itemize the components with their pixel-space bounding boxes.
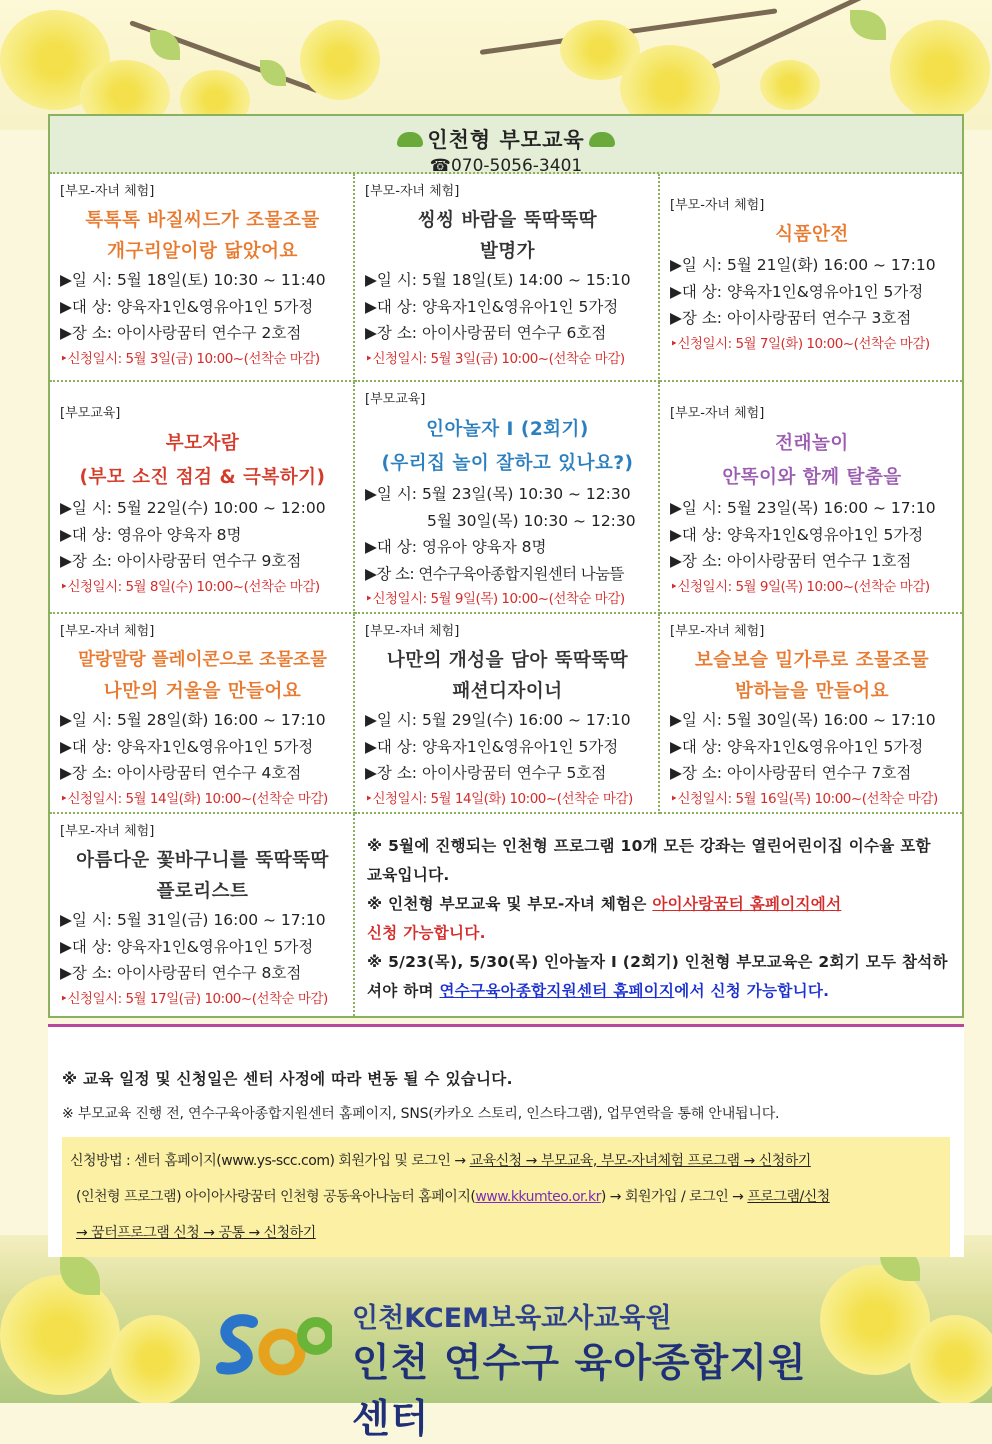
program-date: ▶일 시: 5월 22일(수) 10:00 ~ 12:00 (60, 499, 326, 517)
cloud-icon (397, 132, 423, 147)
guidance-notice: ※ 부모교육 진행 전, 연수구육아종합지원센터 홈페이지, SNS(카카오 스토리, 인스타그램), 업무연락을 통해 안내됩니다. (62, 1106, 780, 1122)
how-to-apply-line1 (70, 1143, 942, 1179)
program-target: ▶대 상: 양육자1인&영유아1인 5가정 (60, 737, 314, 756)
program-place: ▶장 소: 아이사랑꿈터 연수구 9호점 (60, 552, 302, 570)
program-title: (부모 소진 점검 & 극복하기) (79, 467, 326, 488)
logo-text-line2: 인천 연수구 육아종합지원센터 (352, 1341, 807, 1442)
program-card (50, 814, 355, 1016)
kkumteo-homepage-link[interactable]: 아이사랑꿈터 홈페이지에서 (652, 895, 842, 913)
program-title: 씽씽 바람을 뚝딱뚝딱 (417, 210, 598, 231)
program-target: ▶대 상: 영유아 양육자 8명 (60, 525, 242, 544)
program-apply-date: ‣신청일시: 5월 9일(목) 10:00~(선착순 마감) (670, 578, 930, 595)
program-category: [부모-자녀 체험] (60, 184, 155, 199)
program-title: 아름다운 꽃바구니를 뚝딱뚝딱 (76, 850, 329, 871)
program-title: (우리집 놀이 잘하고 있나요?) (381, 453, 634, 474)
program-title: 밤하늘을 만들어요 (735, 681, 889, 702)
cloud-icon (589, 132, 615, 147)
program-target: ▶대 상: 양육자1인&영유아1인 5가정 (60, 937, 314, 956)
program-place: ▶장 소: 아이사랑꿈터 연수구 1호점 (670, 552, 912, 570)
howto-path: 교육신청 → 부모교육, 부모-자녀체험 프로그램 → 신청하기 (469, 1153, 811, 1169)
program-apply-date: ‣신청일시: 5월 16일(목) 10:00~(선착순 마감) (670, 790, 938, 807)
program-date: ▶일 시: 5월 28일(화) 16:00 ~ 17:10 (60, 711, 326, 729)
program-target: ▶대 상: 양육자1인&영유아1인 5가정 (365, 297, 619, 316)
program-card (355, 614, 660, 814)
program-date-2 (365, 508, 650, 535)
program-place: ▶장 소: 아이사랑꿈터 연수구 5호점 (365, 764, 607, 782)
program-category: [부모-자녀 체험] (670, 624, 765, 639)
howto-path: 프로그램/신청 (747, 1189, 830, 1205)
program-title: 플로리스트 (156, 881, 249, 902)
program-category: [부모교육] (365, 392, 426, 407)
flower-background-top (0, 0, 992, 130)
program-title: 나만의 거울을 만들어요 (103, 681, 302, 702)
program-card (50, 382, 355, 614)
program-apply-date: ‣신청일시: 5월 3일(금) 10:00~(선착순 마감) (365, 350, 625, 367)
note-text: ※ 5/23(목), 5/30(목) 인아놀자 I (2회기) 인천형 부모교육은 2회기 모두 참석하셔야 하며 (367, 953, 948, 1000)
center-logo (212, 1294, 812, 1442)
program-card (50, 614, 355, 814)
howto-text: 신청방법 : 센터 홈페이지(www.ys-scc.com) 회원가입 및 로그인 → (70, 1153, 470, 1169)
program-apply-date: ‣신청일시: 5월 17일(금) 10:00~(선착순 마감) (60, 990, 328, 1007)
program-target: ▶대 상: 영유아 양육자 8명 (365, 538, 547, 556)
program-card (660, 174, 962, 382)
program-title: 나만의 개성을 담아 뚝딱뚝딱 (386, 650, 629, 671)
program-date: ▶일 시: 5월 23일(목) 10:30 ~ 12:30 (365, 485, 631, 503)
program-date: ▶일 시: 5월 21일(화) 16:00 ~ 17:10 (670, 256, 936, 274)
program-notes (355, 814, 962, 1016)
program-apply-date: ‣신청일시: 5월 9일(목) 10:00~(선착순 마감) (365, 591, 625, 607)
program-place: ▶장 소: 아이사랑꿈터 연수구 3호점 (670, 309, 912, 327)
note-text: ※ 인천형 부모교육 및 부모-자녀 체험은 (367, 895, 653, 913)
program-date: ▶일 시: 5월 29일(수) 16:00 ~ 17:10 (365, 711, 631, 729)
schedule-title-row (50, 116, 962, 154)
program-target: ▶대 상: 양육자1인&영유아1인 5가정 (670, 737, 924, 756)
program-title: 톡톡톡 바질씨드가 조물조물 (85, 210, 320, 231)
program-title: 말랑말랑 플레이콘으로 조물조물 (78, 650, 327, 670)
schedule-header (50, 116, 962, 174)
program-category: [부모교육] (60, 406, 121, 421)
program-title: 부모자람 (165, 433, 240, 454)
program-title: 개구리알이랑 닮았어요 (107, 241, 298, 262)
program-target: ▶대 상: 양육자1인&영유아1인 5가정 (670, 525, 924, 544)
howto-text: (인천형 프로그램) 아이아사랑꿈터 인천형 공동육아나눔터 홈페이지( (76, 1189, 476, 1205)
program-target: ▶대 상: 양육자1인&영유아1인 5가정 (670, 282, 924, 301)
program-title: 패션디자이너 (452, 681, 563, 702)
program-title: 전래놀이 (775, 433, 849, 454)
program-title: 안똑이와 함께 탈춤을 (722, 467, 902, 488)
program-apply-date: ‣신청일시: 5월 8일(수) 10:00~(선착순 마감) (60, 578, 320, 595)
program-title: 보슬보슬 밀가루로 조물조물 (694, 650, 930, 671)
schedule-change-notice: ※ 교육 일정 및 신청일은 센터 사정에 따라 변동 될 수 있습니다. (62, 1070, 513, 1088)
program-target: ▶대 상: 양육자1인&영유아1인 5가정 (365, 737, 619, 756)
program-card (660, 614, 962, 814)
program-card (660, 382, 962, 614)
program-place: ▶장 소: 아이사랑꿈터 연수구 8호점 (60, 964, 302, 982)
program-schedule-box (48, 114, 964, 1018)
program-apply-date: ‣신청일시: 5월 14일(화) 10:00~(선착순 마감) (60, 790, 328, 807)
program-place: ▶장 소: 아이사랑꿈터 연수구 6호점 (365, 324, 607, 342)
how-to-apply-line3 (70, 1215, 942, 1251)
program-target: ▶대 상: 양육자1인&영유아1인 5가정 (60, 297, 314, 316)
how-to-apply (62, 1137, 950, 1257)
program-date: ▶일 시: 5월 18일(토) 10:30 ~ 11:40 (60, 271, 326, 289)
contact-phone: ☎070-5056-3401 (429, 156, 583, 176)
program-date: ▶일 시: 5월 18일(토) 14:00 ~ 15:10 (365, 271, 631, 289)
program-apply-date: ‣신청일시: 5월 14일(화) 10:00~(선착순 마감) (365, 790, 633, 807)
program-category: [부모-자녀 체험] (670, 406, 765, 421)
program-place: ▶장 소: 아이사랑꿈터 연수구 4호점 (60, 764, 302, 782)
program-date: ▶일 시: 5월 30일(목) 16:00 ~ 17:10 (670, 711, 936, 729)
program-title: 인아놀자 I (2회기) (426, 419, 589, 440)
program-category: [부모-자녀 체험] (670, 198, 765, 213)
program-date-second: 5월 30일(목) 10:30 ~ 12:30 (427, 511, 636, 530)
program-category: [부모-자녀 체험] (365, 624, 460, 639)
how-to-apply-line2 (70, 1179, 942, 1215)
program-category: [부모-자녀 체험] (60, 624, 155, 639)
program-place: ▶장 소: 아이사랑꿈터 연수구 7호점 (670, 764, 912, 782)
program-title: 발명가 (479, 241, 536, 262)
program-grid (50, 174, 962, 1016)
program-card (50, 174, 355, 382)
program-card (355, 382, 660, 614)
kkumteo-url-link[interactable]: www.kkumteo.or.kr (475, 1189, 601, 1205)
program-apply-date: ‣신청일시: 5월 3일(금) 10:00~(선착순 마감) (60, 350, 320, 367)
notice-box (48, 1027, 964, 1257)
schedule-title: 인천형 부모교육 (427, 128, 585, 152)
note-text-blue: 에서 신청 가능합니다. (674, 982, 830, 1000)
program-apply-date: ‣신청일시: 5월 7일(화) 10:00~(선착순 마감) (670, 335, 930, 352)
program-category: [부모-자녀 체험] (60, 824, 155, 839)
center-homepage-link[interactable]: 연수구육아종합지원센터 홈페이지 (439, 982, 675, 1000)
note-apply-site (367, 890, 950, 948)
center-logo-mark (212, 1308, 332, 1378)
howto-text: ) → 회원가입 / 로그인 → (600, 1189, 748, 1205)
program-card (355, 174, 660, 382)
program-category: [부모-자녀 체험] (365, 184, 460, 199)
logo-text-line1: 인천KCEM보육교사교육원 (352, 1303, 672, 1334)
program-title: 식품안전 (775, 224, 849, 245)
note-open-daycare: ※ 5월에 진행되는 인천형 프로그램 10개 모든 강좌는 열린어린이집 이수율 포함 교육입니다. (367, 837, 931, 884)
program-date: ▶일 시: 5월 31일(금) 16:00 ~ 17:10 (60, 911, 326, 929)
program-place: ▶장 소: 아이사랑꿈터 연수구 2호점 (60, 324, 302, 342)
program-date: ▶일 시: 5월 23일(목) 16:00 ~ 17:10 (670, 499, 936, 517)
note-two-sessions (367, 948, 950, 1006)
howto-path: → 꿈터프로그램 신청 → 공통 → 신청하기 (76, 1225, 316, 1241)
program-place: ▶장 소: 연수구육아종합지원센터 나눔뜰 (365, 564, 624, 583)
note-text-red: 신청 가능합니다. (367, 924, 486, 942)
